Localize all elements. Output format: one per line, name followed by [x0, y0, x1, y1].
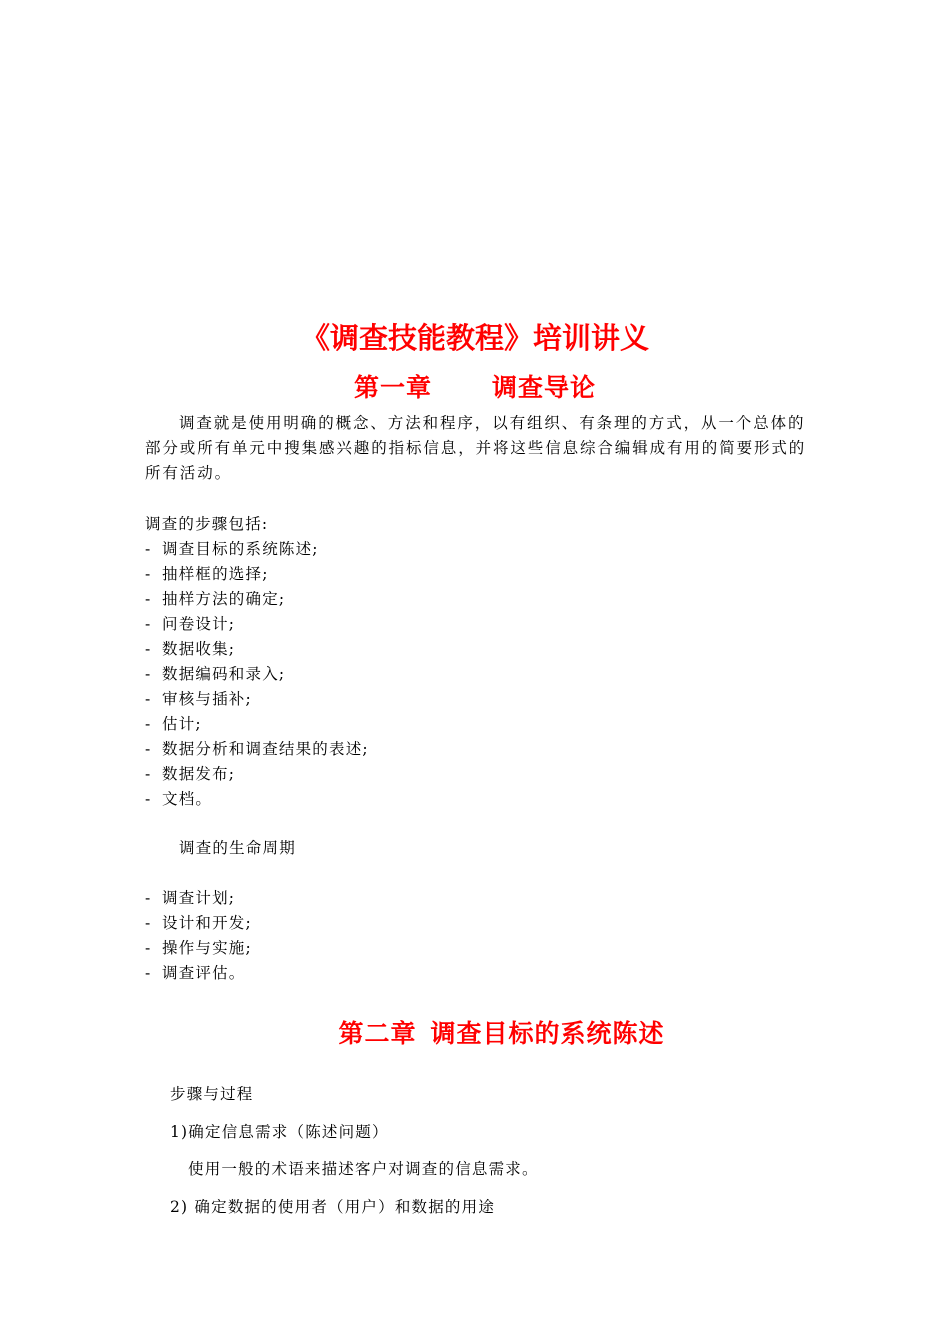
list-item: - 数据发布; [145, 765, 236, 783]
chapter-2-name: 调查目标的系统陈述 [430, 1019, 665, 1048]
list-item: - 审核与插补; [145, 690, 252, 708]
list-item: - 抽样方法的确定; [145, 590, 286, 608]
list-item: - 数据收集; [145, 640, 236, 658]
item-1-heading: 1)确定信息需求（陈述问题） [170, 1123, 389, 1141]
list-item: - 调查目标的系统陈述; [145, 540, 319, 558]
list-item: - 调查计划; [145, 889, 236, 907]
list-item: - 操作与实施; [145, 939, 252, 957]
chapter-1-intro: 调查就是使用明确的概念、方法和程序，以有组织、有条理的方式，从一个总体的部分或所有单元中搜集感兴趣的指标信息，并将这些信息综合编辑成有用的简要形式的所有活动。 [145, 414, 807, 482]
list-item: - 数据分析和调查结果的表述; [145, 740, 369, 758]
chapter-1-number: 第一章 [353, 373, 432, 402]
list-item: - 调查评估。 [145, 964, 246, 982]
steps-and-process-heading: 步骤与过程 [170, 1085, 254, 1103]
list-item: - 数据编码和录入; [145, 665, 286, 683]
survey-steps-heading: 调查的步骤包括: [145, 515, 269, 533]
item-2-heading: 2) 确定数据的使用者（用户）和数据的用途 [170, 1198, 496, 1216]
item-1-description: 使用一般的术语来描述客户对调查的信息需求。 [188, 1160, 539, 1178]
survey-steps-list [145, 537, 369, 812]
list-item: - 文档。 [145, 790, 213, 808]
list-item: - 问卷设计; [145, 615, 236, 633]
chapter-2-number: 第二章 [338, 1019, 417, 1048]
survey-lifecycle-heading: 调查的生命周期 [179, 839, 296, 857]
chapter-1-name: 调查导论 [492, 373, 597, 402]
survey-lifecycle-list [145, 886, 252, 986]
chapter-1-heading [0, 370, 950, 406]
chapter-2-heading [0, 1016, 950, 1052]
list-item: - 估计; [145, 715, 202, 733]
document-title: 《调查技能教程》培训讲义 [300, 321, 649, 355]
list-item: - 抽样框的选择; [145, 565, 269, 583]
list-item: - 设计和开发; [145, 914, 252, 932]
